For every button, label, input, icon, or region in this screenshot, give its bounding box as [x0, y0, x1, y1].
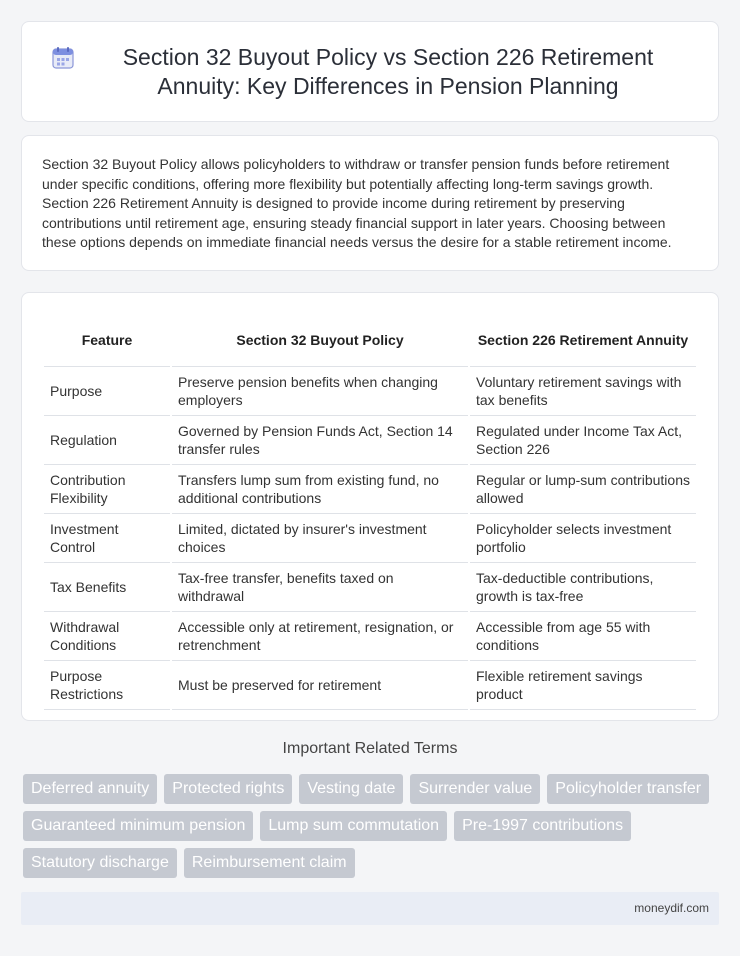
intro-card	[21, 135, 719, 271]
term-tag[interactable]: Reimbursement claim	[184, 848, 355, 878]
section-226-cell: Tax-deductible contributions, growth is tax-free	[470, 563, 696, 612]
term-tag[interactable]: Policyholder transfer	[547, 774, 709, 804]
table-row	[44, 661, 696, 710]
section-226-cell: Regular or lump-sum contributions allowed	[470, 465, 696, 514]
section-226-cell: Flexible retirement savings product	[470, 661, 696, 710]
section-32-cell: Preserve pension benefits when changing employers	[172, 367, 468, 416]
feature-cell: Purpose Restrictions	[44, 661, 170, 710]
table-row	[44, 612, 696, 661]
feature-cell: Withdrawal Conditions	[44, 612, 170, 661]
table-header-row	[44, 313, 696, 367]
term-tag[interactable]: Lump sum commutation	[260, 811, 447, 841]
term-tag[interactable]: Deferred annuity	[23, 774, 157, 804]
feature-cell: Regulation	[44, 416, 170, 465]
section-226-cell: Voluntary retirement savings with tax benefits	[470, 367, 696, 416]
section-32-cell: Governed by Pension Funds Act, Section 14 transfer rules	[172, 416, 468, 465]
section-32-cell: Limited, dictated by insurer's investment choices	[172, 514, 468, 563]
calendar-icon	[50, 45, 76, 71]
feature-cell: Contribution Flexibility	[44, 465, 170, 514]
term-tag[interactable]: Surrender value	[410, 774, 540, 804]
term-tag[interactable]: Pre-1997 contributions	[454, 811, 631, 841]
term-tag[interactable]: Protected rights	[164, 774, 292, 804]
comparison-table-card	[21, 292, 719, 721]
term-tag[interactable]: Statutory discharge	[23, 848, 177, 878]
table-row	[44, 563, 696, 612]
header-feature: Feature	[44, 313, 170, 367]
table-row	[44, 514, 696, 563]
table-row	[44, 416, 696, 465]
section-32-cell: Must be preserved for retirement	[172, 661, 468, 710]
title-wrap	[50, 43, 690, 101]
section-32-cell: Accessible only at retirement, resignation, or retrenchment	[172, 612, 468, 661]
related-terms-list	[23, 774, 723, 885]
section-32-cell: Tax-free transfer, benefits taxed on withdrawal	[172, 563, 468, 612]
title-card	[21, 21, 719, 122]
term-tag[interactable]: Guaranteed minimum pension	[23, 811, 253, 841]
intro-paragraph: Section 32 Buyout Policy allows policyholders to withdraw or transfer pension funds before retirement under specific conditions, offering more flexibility but potentially affecting long-term savings growth. Section 226 Retirement Annuity is designed to provide income during retirement by preserving contributions until retirement age, ensuring steady financial support in later years. Choosing between these options depends on immediate financial needs versus the desire for a stable retirement income.	[42, 156, 672, 251]
feature-cell: Investment Control	[44, 514, 170, 563]
header-section-32: Section 32 Buyout Policy	[172, 313, 468, 367]
table-row	[44, 367, 696, 416]
section-226-cell: Accessible from age 55 with conditions	[470, 612, 696, 661]
term-tag[interactable]: Vesting date	[299, 774, 403, 804]
header-section-226: Section 226 Retirement Annuity	[470, 313, 696, 367]
page-title: Section 32 Buyout Policy vs Section 226 Retirement Annuity: Key Differences in Pension Planning	[122, 43, 654, 99]
footer-site-link[interactable]: moneydif.com	[634, 901, 709, 915]
section-226-cell: Regulated under Income Tax Act, Section 226	[470, 416, 696, 465]
section-32-cell: Transfers lump sum from existing fund, no additional contributions	[172, 465, 468, 514]
feature-cell: Purpose	[44, 367, 170, 416]
comparison-table	[42, 313, 698, 710]
feature-cell: Tax Benefits	[44, 563, 170, 612]
footer	[21, 892, 719, 925]
table-row	[44, 465, 696, 514]
related-terms-heading: Important Related Terms	[282, 740, 458, 757]
section-226-cell: Policyholder selects investment portfolio	[470, 514, 696, 563]
